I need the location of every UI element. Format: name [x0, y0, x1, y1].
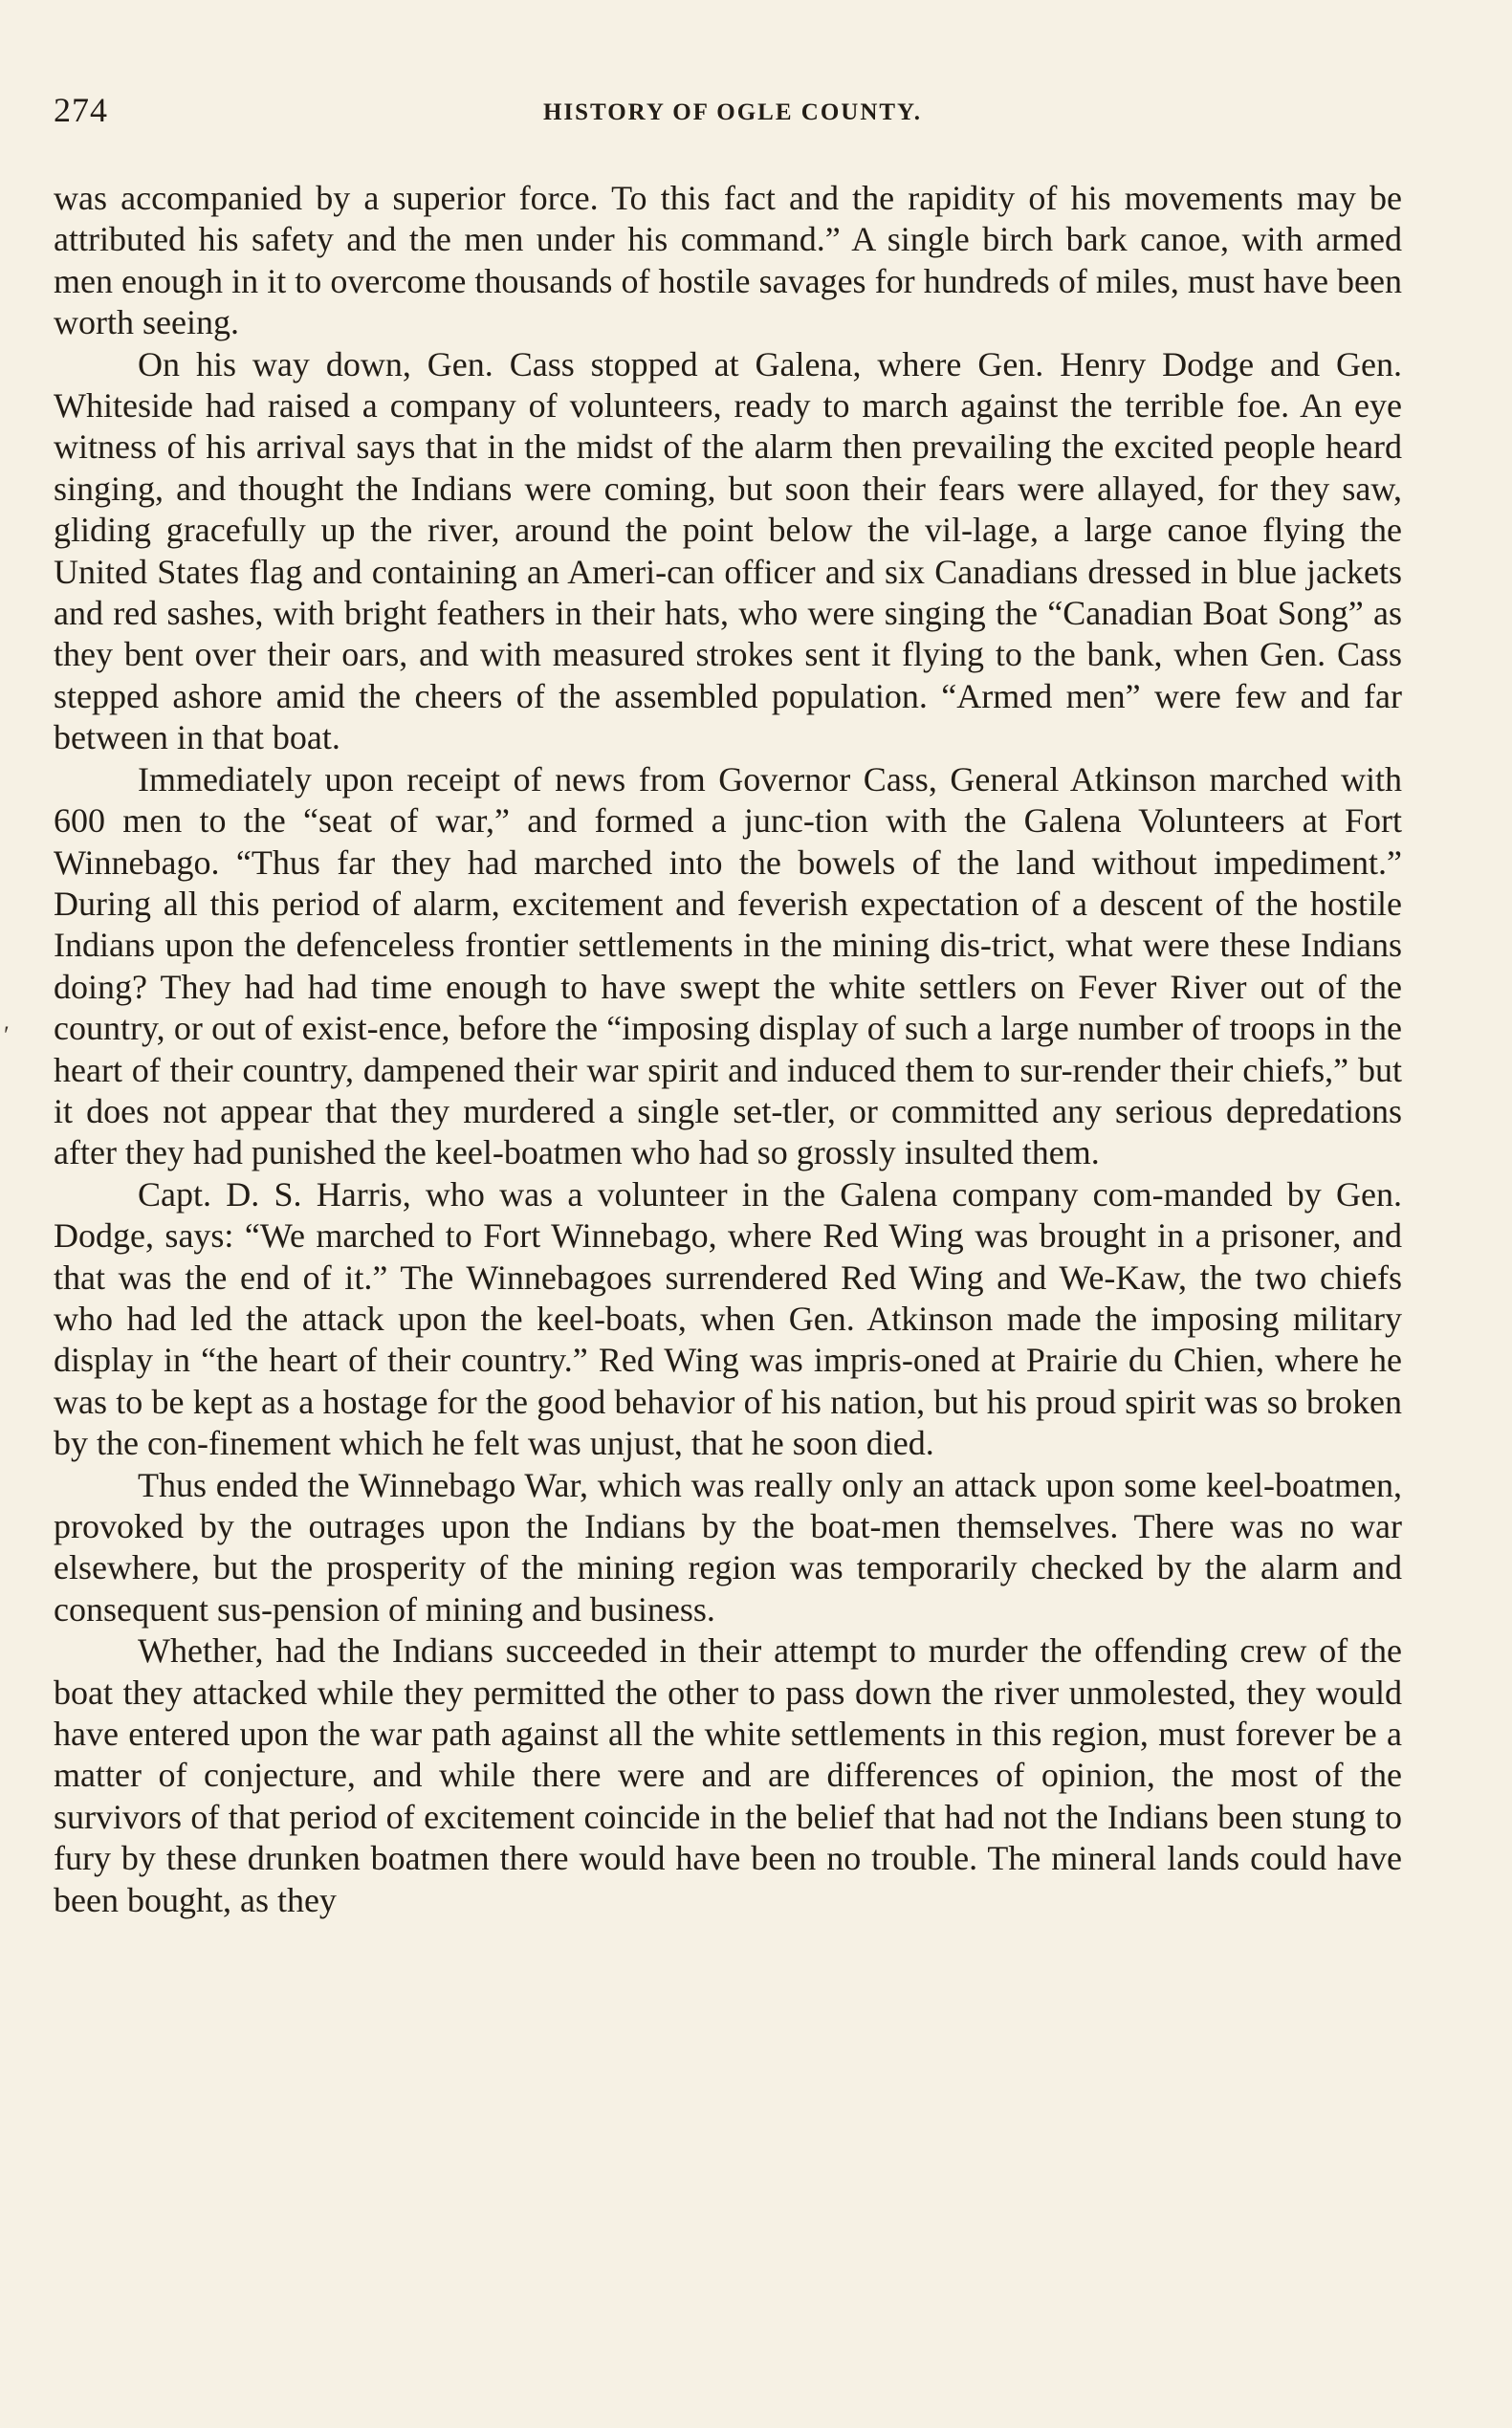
paragraph-cass-at-galena: On his way down, Gen. Cass stopped at Galena, where Gen. Henry Dodge and Gen. Whiteside had raised a company of volunteers, ready to march against the terrible foe. An eye witness of his arrival says that in the midst of the alarm then prevailing the excited people heard singing, and thought the Indians were coming, but soon their fears were allayed, for they saw, gliding gracefully up the river, around the point below the vil-lage, a large canoe flying the United States flag and containing an Ameri-can officer and six Canadians dressed in blue jackets and red sashes, with bright feathers in their hats, who were singing the “Canadian Boat Song” as they bent over their oars, and with measured strokes sent it flying to the bank, when Gen. Cass stepped ashore amid the cheers of the assembled population. “Armed men” were few and far between in that boat.	[54, 344, 1402, 757]
book-page	[54, 84, 1412, 1921]
paragraph-continuation: was accompanied by a superior force. To this fact and the rapidity of his movements may be attributed his safety and the men under his command.” A single birch bark canoe, with armed men enough in it to overcome thousands of hostile savages for hundreds of miles, must have been worth seeing.	[54, 179, 1402, 342]
paragraph-harris-account: Capt. D. S. Harris, who was a volunteer in the Galena company com-manded by Gen. Dodge, says: “We marched to Fort Winnebago, where Red Wing was brought in a prisoner, and that was the end of it.” The Winnebagoes surrendered Red Wing and We-Kaw, the two chiefs who had led the attack upon the keel-boats, when Gen. Atkinson made the imposing military display in “the heart of their country.” Red Wing was impris-oned at Prairie du Chien, where he was to be kept as a hostage for the good behavior of his nation, but his proud spirit was so broken by the con-finement which he felt was unjust, that he soon died.	[54, 1174, 1402, 1463]
running-head	[54, 84, 1412, 142]
running-title: HISTORY OF OGLE COUNTY.	[542, 99, 923, 125]
paragraph-conjecture: Whether, had the Indians succeeded in their attempt to murder the offending crew of the boat they attacked while they permitted the other to pass down the river unmolested, they would have entered upon the war path against all the white settlements in this region, must forever be a matter of conjecture, and while there were and are differences of opinion, the most of the survivors of that period of excitement coincide in the belief that had not the Indians been stung to fury by these drunken boatmen there would have been no trouble. The mineral lands could have been bought, as they	[54, 1631, 1402, 1919]
paragraph-war-ended: Thus ended the Winnebago War, which was really only an attack upon some keel-boatmen, provoked by the outrages upon the Indians by the boat-men themselves. There was no war elsewhere, but the prosperity of the mining region was temporarily checked by the alarm and consequent sus-pension of mining and business.	[54, 1465, 1402, 1629]
margin-pencil-mark: ′	[4, 1021, 10, 1049]
body-text	[54, 178, 1402, 1921]
paragraph-atkinson-march: Immediately upon receipt of news from Governor Cass, General Atkinson marched with 600 men to the “seat of war,” and formed a junc-tion with the Galena Volunteers at Fort Winnebago. “Thus far they had marched into the bowels of the land without impediment.” During all this period of alarm, excitement and feverish expectation of a descent of the hostile Indians upon the defenceless frontier settlements in the mining dis-trict, what were these Indians doing? They had had time enough to have swept the white settlers on Fever River out of the country, or out of exist-ence, before the “imposing display of such a large number of troops in the heart of their country, dampened their war spirit and induced them to sur-render their chiefs,” but it does not appear that they murdered a single set-tler, or committed any serious depredations after they had punished the keel-boatmen who had so grossly insulted them.	[54, 759, 1402, 1172]
page-number: 274	[54, 91, 108, 129]
